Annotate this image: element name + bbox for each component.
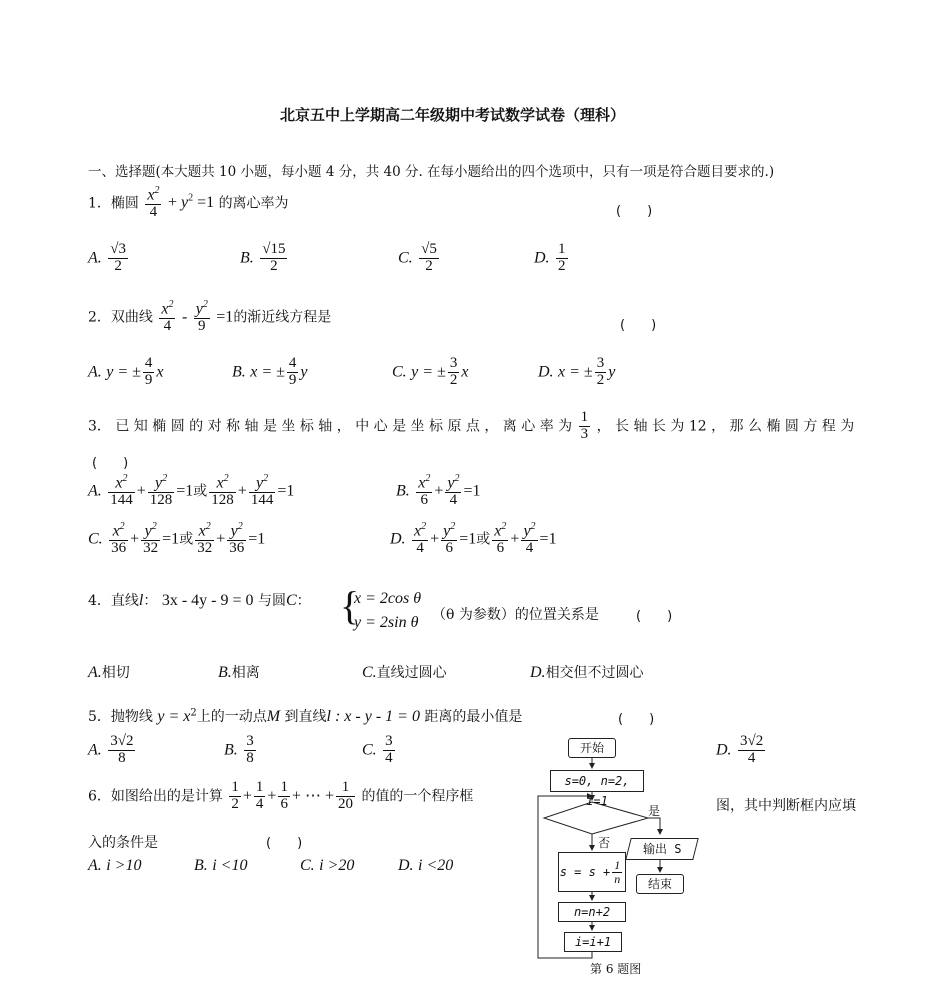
flowchart-frac-num: 1 <box>614 857 621 872</box>
option-num: 3 <box>385 733 393 749</box>
option-num: 3 <box>449 355 458 371</box>
or-text: 或 <box>476 531 491 548</box>
flowchart-step-sum <box>558 852 626 892</box>
question-3: 3． 已 知 椭 圆 的 对 称 轴 是 坐 标 轴 ， 中 心 是 坐 标 原 点 ， 离 心 率 为 $\frac{1}{3}$ ， 长 轴 长 为 12 ， 那 么 椭 圆 方 程 为 <box>88 409 855 442</box>
flowchart-end: 结束 <box>636 874 684 894</box>
option-b[interactable]: B. $\frac{x^2}{6}$ + $\frac{y^2}{4}$ =1 <box>396 473 481 509</box>
question-6: 6．如图给出的是计算 $\frac{1}{2}$ + $\frac{1}{4}$ + $\frac{1}{6}$ + ⋯ + $\frac{1}{20}$ 的值的一个程序框 <box>88 779 474 812</box>
option-text: 相交但不过圆心 <box>545 665 644 681</box>
parabola-equation: y = x <box>157 708 191 725</box>
answer-paren: ( ) <box>92 456 129 471</box>
question-text-mid2: 到直线 <box>284 709 327 725</box>
option-text: i >10 <box>106 857 142 874</box>
option-label: D. <box>398 857 414 874</box>
option-text: i <20 <box>418 857 454 874</box>
question-text-pre: 双曲线 <box>110 309 153 326</box>
colon: ： <box>143 593 158 609</box>
option-text: 相切 <box>101 665 130 681</box>
option-den: 2 <box>425 257 433 274</box>
option-var: y <box>608 363 616 381</box>
option-label: C. <box>398 249 413 267</box>
option-label: D. <box>538 363 554 381</box>
flowchart-output <box>625 838 698 860</box>
answer-paren: ( ) <box>618 712 655 727</box>
option-den: 2 <box>596 371 605 388</box>
flowchart-caption: 第 6 题图 <box>590 962 642 976</box>
question-text-mid: 与圆 <box>257 593 286 609</box>
question-4-condition: （θ 为参数）的位置关系是 <box>432 607 599 623</box>
option-den: 8 <box>246 749 254 766</box>
flowchart-yes: 是 <box>648 804 661 818</box>
option-num: 3√2 <box>740 733 764 749</box>
question-text-mid: 上的一动点 <box>196 709 267 725</box>
question-number: 2． <box>88 309 111 326</box>
option-var: x <box>461 363 469 381</box>
option-label: C. <box>392 363 407 381</box>
option-label: A. <box>88 664 102 681</box>
option-num: 4 <box>144 355 153 371</box>
question-6-line2: 入的条件是 <box>88 835 158 851</box>
system-line-2: y = 2sin θ <box>354 614 419 631</box>
option-num: 3 <box>246 733 254 749</box>
option-label: A. <box>88 741 102 759</box>
answer-paren: ( ) <box>636 609 673 624</box>
option-text: 相离 <box>231 665 260 681</box>
option-c[interactable] <box>392 356 468 389</box>
option-b[interactable] <box>232 356 308 389</box>
question-text-pre: 抛物线 <box>110 709 153 725</box>
question-text-post: 距离的最小值是 <box>424 709 523 725</box>
option-den: 4 <box>747 749 756 766</box>
option-label: A. <box>88 363 102 381</box>
option-b[interactable] <box>224 734 258 767</box>
option-den: 9 <box>288 371 297 388</box>
circle-name: C <box>285 592 297 609</box>
option-a[interactable] <box>88 356 164 389</box>
option-num: 1 <box>558 241 566 257</box>
option-d[interactable] <box>534 242 570 275</box>
question-text-pre: 如图给出的是计算 <box>110 788 223 805</box>
flowchart-start: 开始 <box>568 738 616 758</box>
question-2: 2．双曲线 $\frac{x^2}{4}$ - $\frac{y^2}{9}$ =1的渐近线方程是 <box>88 299 332 335</box>
option-label: C. <box>362 741 377 759</box>
option-var: x <box>156 363 164 381</box>
question-5: 5．抛物线 $y = x^2$上的一动点M 到直线l : x - y - 1 = 0 距离的最小值是 <box>88 707 523 725</box>
option-text: i <10 <box>212 857 248 874</box>
question-text-2: ， 长 轴 长 为 12 ， 那 么 椭 圆 方 程 为 <box>596 418 855 435</box>
fraction: $\frac{x^2}{4}$ <box>147 185 160 221</box>
question-text-pre: 椭圆 <box>110 195 139 212</box>
option-label: B. <box>240 249 254 267</box>
option-num: 4 <box>288 355 297 371</box>
option-lhs: x = ± <box>250 363 285 381</box>
option-b[interactable] <box>194 857 247 875</box>
option-b[interactable] <box>240 242 289 275</box>
option-c[interactable] <box>362 662 447 682</box>
option-label: D. <box>534 249 550 267</box>
option-label: D. <box>530 664 546 681</box>
answer-paren: ( ) <box>266 836 303 851</box>
option-lhs: x = ± <box>558 363 593 381</box>
answer-paren: ( ) <box>620 318 657 333</box>
option-label: B. <box>194 857 208 874</box>
option-label: C. <box>362 664 377 681</box>
option-text: i >20 <box>319 857 355 874</box>
option-c[interactable] <box>300 857 354 875</box>
option-a[interactable]: A. $\frac{x^2}{144}$ + $\frac{y^2}{128}$ =1或 $\frac{x^2}{128}$ + $\frac{y^2}{144}$ =1 <box>88 473 295 509</box>
option-a[interactable] <box>88 242 130 275</box>
question-4: 4．直线l： 3x - 4y - 9 = 0 与圆C： <box>88 592 311 609</box>
option-d[interactable]: D. $\frac{x^2}{4}$ + $\frac{y^2}{6}$ =1或 $\frac{x^2}{6}$ + $\frac{y^2}{4}$ =1 <box>390 521 557 557</box>
question-text-post: 的渐近线方程是 <box>233 309 332 326</box>
option-d[interactable] <box>530 662 644 682</box>
option-d[interactable] <box>398 857 453 875</box>
option-den: 4 <box>385 749 393 766</box>
option-label: A. <box>88 249 102 267</box>
point-name: M <box>266 708 281 725</box>
question-text-pre: 直线 <box>110 593 139 609</box>
page-title: 北京五中上学期高二年级期中考试数学试卷（理科） <box>280 106 626 124</box>
flowchart-step-i: i=i+1 <box>564 932 622 952</box>
option-a[interactable] <box>88 662 130 682</box>
line-equation: 3x - 4y - 9 = 0 <box>161 592 254 609</box>
option-label: A. <box>88 857 102 874</box>
option-lhs: y = ± <box>411 363 446 381</box>
option-den: 2 <box>558 257 566 274</box>
option-num: √15 <box>262 241 286 257</box>
section-heading: 一、选择题(本大题共 10 小题，每小题 4 分，共 40 分. 在每小题给出的四个选项中，只有一项是符合题目要求的.) <box>88 164 775 180</box>
option-text: 直线过圆心 <box>376 665 447 681</box>
system-line-1: x = 2cos θ <box>354 590 422 607</box>
option-label: D. <box>716 741 732 759</box>
question-6-tail: 图，其中判断框内应填 <box>716 798 856 814</box>
option-label: C. <box>300 857 315 874</box>
question-number: 4． <box>88 593 111 609</box>
answer-paren: ( ) <box>616 204 653 219</box>
option-den: 2 <box>114 257 122 274</box>
option-d[interactable] <box>538 356 615 389</box>
option-b[interactable] <box>218 662 260 682</box>
option-d[interactable] <box>716 734 767 767</box>
line-equation: l : x - y - 1 = 0 <box>326 708 420 725</box>
option-label: B. <box>224 741 238 759</box>
question-number: 5． <box>88 709 111 725</box>
option-c[interactable]: C. $\frac{x^2}{36}$ + $\frac{y^2}{32}$ =1或 $\frac{x^2}{32}$ + $\frac{y^2}{36}$ =1 <box>88 521 266 557</box>
question-number: 1． <box>88 195 111 212</box>
flowchart-no: 否 <box>598 836 611 850</box>
option-a[interactable] <box>88 734 137 767</box>
option-var: y <box>300 363 308 381</box>
option-a[interactable] <box>88 857 141 875</box>
flowchart-step-sum-label: s = s + <box>559 865 611 879</box>
question-text-post: 的离心率为 <box>218 195 289 212</box>
option-den: 9 <box>144 371 153 388</box>
flowchart <box>530 734 710 980</box>
flowchart-frac-den: n <box>614 871 621 886</box>
option-c[interactable] <box>398 242 441 275</box>
question-number: 6． <box>88 788 111 805</box>
option-den: 2 <box>449 371 458 388</box>
flowchart-output-label: 输出 S <box>642 842 682 856</box>
option-num: 3√2 <box>110 733 134 749</box>
option-den: 8 <box>118 749 126 766</box>
option-num: √5 <box>421 241 437 257</box>
option-num: 3 <box>596 355 605 371</box>
option-num: √3 <box>110 241 126 257</box>
option-label: B. <box>232 363 246 381</box>
flowchart-init: s=0, n=2, i=1 <box>550 770 644 792</box>
or-text: 或 <box>179 531 194 548</box>
option-lhs: y = ± <box>106 363 141 381</box>
question-text-post: 的值的一个程序框 <box>361 788 474 805</box>
option-label: B. <box>218 664 232 681</box>
or-text: 或 <box>193 483 208 500</box>
option-c[interactable] <box>362 734 397 767</box>
question-text-1: 3． 已 知 椭 圆 的 对 称 轴 是 坐 标 轴 ， 中 心 是 坐 标 原 点 ， 离 心 率 为 <box>88 418 573 435</box>
option-den: 2 <box>270 257 278 274</box>
question-1: 1．椭圆 $\frac{x^2}{4}$ + $y^2 =1$ 的离心率为 <box>88 185 289 221</box>
system-brace: { <box>340 583 360 628</box>
flowchart-step-n: n=n+2 <box>558 902 626 922</box>
